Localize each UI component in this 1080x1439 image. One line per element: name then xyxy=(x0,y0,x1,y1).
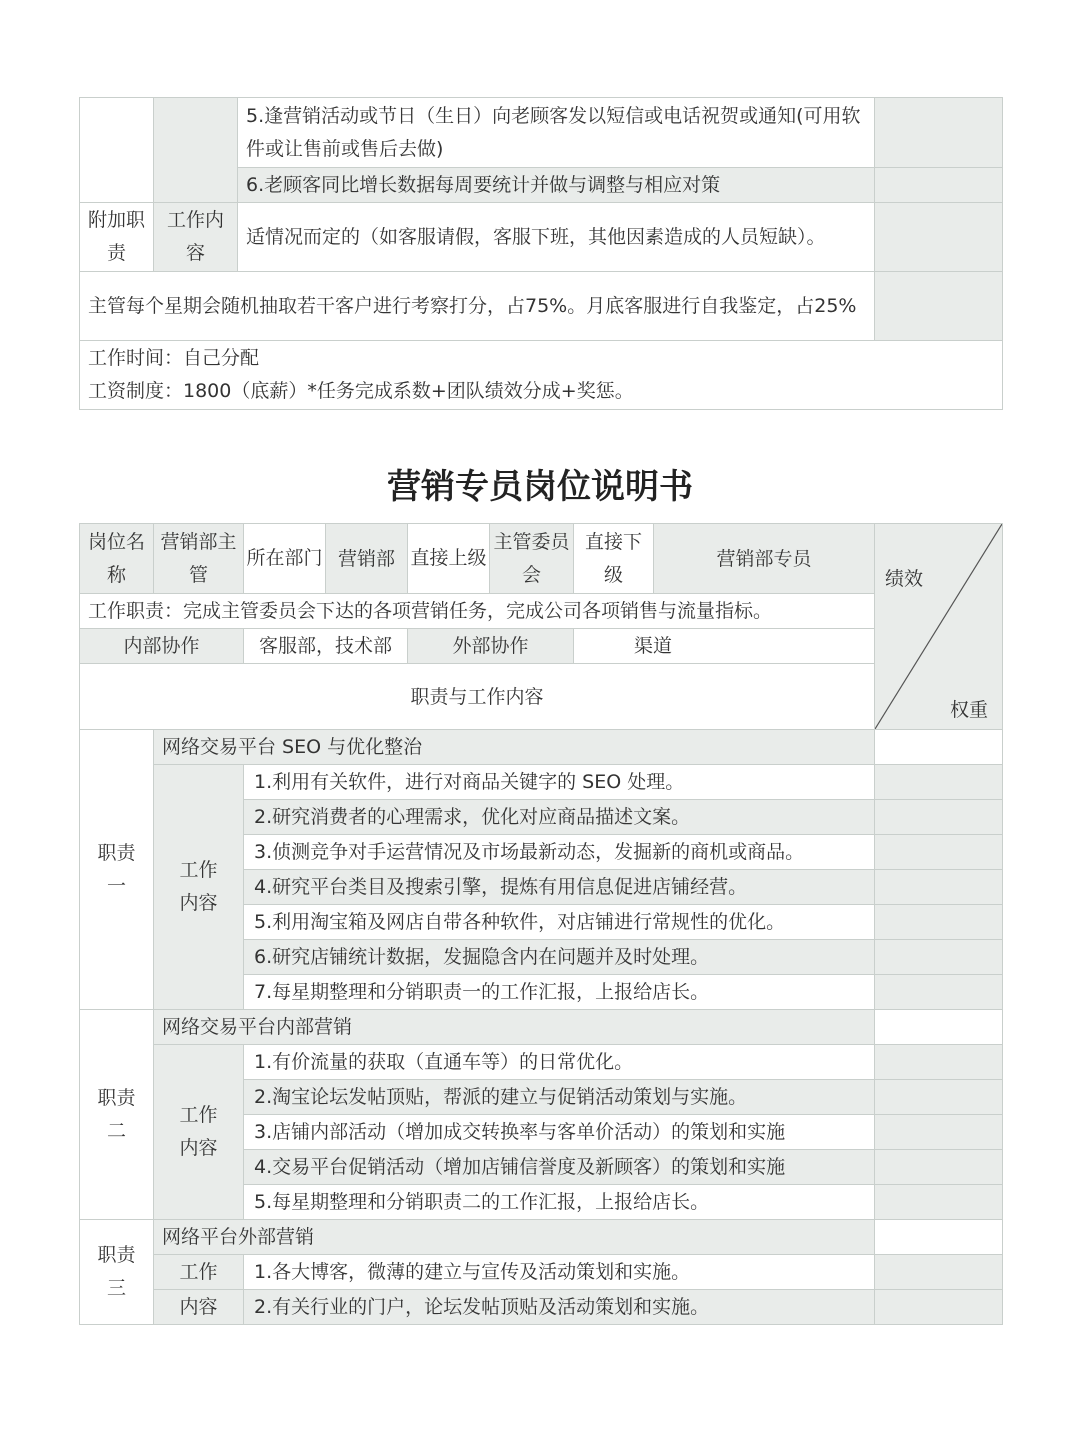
weight-label: 权重 xyxy=(949,699,988,721)
duty-item: 4.研究平台类目及搜索引擎，提炼有用信息促进店铺经营。 xyxy=(244,870,875,905)
duty-item: 2.研究消费者的心理需求，优化对应商品描述文案。 xyxy=(244,800,875,835)
weight-cell xyxy=(875,905,1003,940)
weight-cell xyxy=(875,1080,1003,1115)
salary-system: 工资制度：1800（底薪）*任务完成系数+团队绩效分成+奖惩。 xyxy=(88,380,634,402)
duty-label: 职责 一 xyxy=(80,730,154,1010)
weight-cell xyxy=(875,870,1003,905)
weight-cell xyxy=(875,765,1003,800)
work-content-label: 工作 内容 xyxy=(154,1045,244,1220)
duty-item: 3.店铺内部活动（增加成交转换率与客单价活动）的策划和实施 xyxy=(244,1115,875,1150)
weight-cell xyxy=(875,1185,1003,1220)
post-name-label: 岗位名称 xyxy=(80,524,154,594)
duty-item: 5.逢营销活动或节日（生日）向老顾客发以短信或电话祝贺或通知(可用软件或让售前或售后去做) xyxy=(238,98,875,168)
external-collab-label: 外部协作 xyxy=(408,629,574,664)
duty-item: 2.有关行业的门户，论坛发帖顶贴及活动策划和实施。 xyxy=(244,1290,875,1325)
duty-item: 5.利用淘宝箱及网店自带各种软件，对店铺进行常规性的优化。 xyxy=(244,905,875,940)
superior-value: 主管委员会 xyxy=(490,524,574,594)
weight-cell xyxy=(875,1010,1003,1045)
weight-cell xyxy=(875,1115,1003,1150)
dept-value: 营销部 xyxy=(326,524,408,594)
duty-label: 职责 三 xyxy=(80,1220,154,1325)
duty-item: 2.淘宝论坛发帖顶贴，帮派的建立与促销活动策划与实施。 xyxy=(244,1080,875,1115)
duty-title: 网络平台外部营销 xyxy=(154,1220,875,1255)
internal-collab-value: 客服部，技术部 xyxy=(244,629,408,664)
duty-item: 6.研究店铺统计数据，发掘隐含内在问题并及时处理。 xyxy=(244,940,875,975)
work-time-salary xyxy=(80,341,1003,410)
work-content-label: 工作内容 xyxy=(154,203,238,272)
work-time: 工作时间：自己分配 xyxy=(88,347,260,369)
weight-cell xyxy=(875,800,1003,835)
additional-duty-text: 适情况而定的（如客服请假，客服下班，其他因素造成的人员短缺）。 xyxy=(238,203,875,272)
duty-item: 3.侦测竞争对手运营情况及市场最新动态，发掘新的商机或商品。 xyxy=(244,835,875,870)
marketing-specialist-table xyxy=(79,523,1003,1325)
performance-weight-header xyxy=(875,524,1003,730)
duty-item: 4.交易平台促销活动（增加店铺信誉度及新顾客）的策划和实施 xyxy=(244,1150,875,1185)
weight-cell xyxy=(875,1045,1003,1080)
customer-service-table-continued xyxy=(79,97,1003,410)
weight-cell xyxy=(875,940,1003,975)
weight-cell xyxy=(875,1255,1003,1290)
weight-cell xyxy=(875,1150,1003,1185)
post-name: 营销部主管 xyxy=(154,524,244,594)
duty-label: 职责 二 xyxy=(80,1010,154,1220)
duty-item: 5.每星期整理和分销职责二的工作汇报，上报给店长。 xyxy=(244,1185,875,1220)
subordinate-label: 直接下级 xyxy=(574,524,654,594)
additional-duty-label: 附加职责 xyxy=(80,203,154,272)
content-heading: 职责与工作内容 xyxy=(80,664,875,730)
duty-item: 1.利用有关软件，进行对商品关键字的 SEO 处理。 xyxy=(244,765,875,800)
page-title: 营销专员岗位说明书 xyxy=(387,467,693,507)
duty-title: 网络交易平台 SEO 与优化整治 xyxy=(154,730,875,765)
weight-cell xyxy=(875,272,1003,341)
work-content-label-top: 工作 xyxy=(154,1255,244,1290)
weight-cell xyxy=(875,168,1003,203)
evaluation-text: 主管每个星期会随机抽取若干客户进行考察打分，占75%。月底客服进行自我鉴定，占25% xyxy=(80,272,875,341)
superior-label: 直接上级 xyxy=(408,524,490,594)
performance-label: 绩效 xyxy=(885,568,924,590)
duty-summary: 工作职责：完成主管委员会下达的各项营销任务，完成公司各项销售与流量指标。 xyxy=(80,594,875,629)
subordinate-value: 营销部专员 xyxy=(654,524,875,594)
weight-cell xyxy=(875,835,1003,870)
work-content-label: 工作 内容 xyxy=(154,765,244,1010)
duty-item: 1.各大博客，微薄的建立与宣传及活动策划和实施。 xyxy=(244,1255,875,1290)
work-content-label-bottom: 内容 xyxy=(154,1290,244,1325)
external-collab-value: 渠道 xyxy=(574,629,875,664)
weight-cell xyxy=(875,1220,1003,1255)
weight-cell xyxy=(875,1290,1003,1325)
weight-cell xyxy=(875,203,1003,272)
duty-item: 1.有价流量的获取（直通车等）的日常优化。 xyxy=(244,1045,875,1080)
blank-cell xyxy=(80,98,154,203)
weight-cell xyxy=(875,975,1003,1010)
internal-collab-label: 内部协作 xyxy=(80,629,244,664)
weight-cell xyxy=(875,730,1003,765)
blank-cell xyxy=(154,98,238,203)
weight-cell xyxy=(875,98,1003,168)
duty-item: 7.每星期整理和分销职责一的工作汇报，上报给店长。 xyxy=(244,975,875,1010)
duty-title: 网络交易平台内部营销 xyxy=(154,1010,875,1045)
duty-item: 6.老顾客同比增长数据每周要统计并做与调整与相应对策 xyxy=(238,168,875,203)
dept-label: 所在部门 xyxy=(244,524,326,594)
